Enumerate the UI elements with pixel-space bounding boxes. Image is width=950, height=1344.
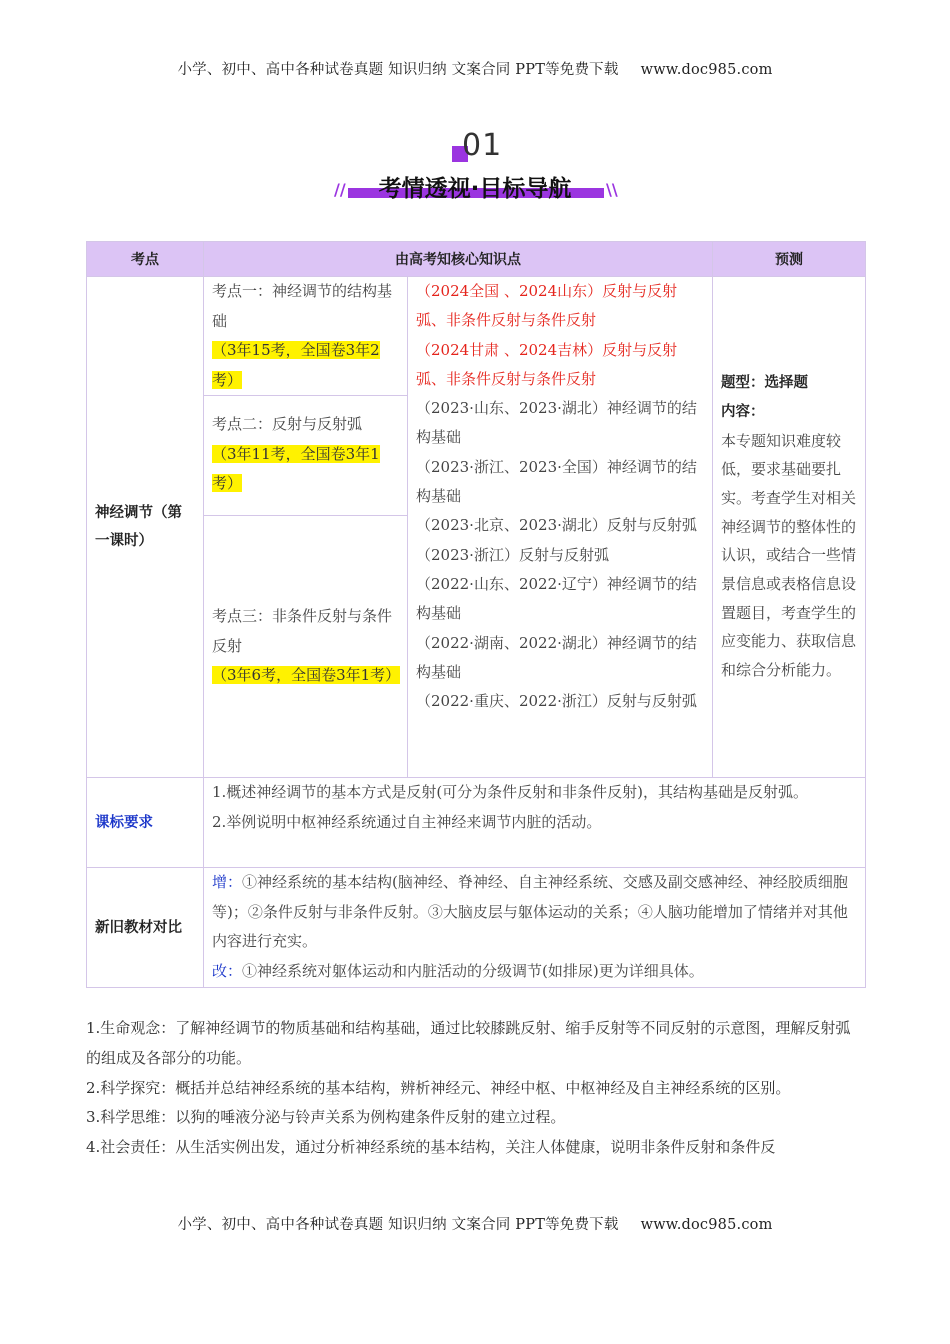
objective-item: 1.生命观念：了解神经调节的物质基础和结构基础，通过比较膝跳反射、缩手反射等不同反射的示意图，理解反射弧的组成及各部分的功能。 — [86, 1019, 851, 1067]
curriculum-line: 1.概述神经调节的基本方式是反射(可分为条件反射和非条件反射)，其结构基础是反射弧。 — [212, 783, 809, 801]
topic-cell: 神经调节（第一课时） — [87, 277, 204, 778]
table-row — [87, 778, 866, 868]
exam-item: （2022·重庆、2022·浙江）反射与反射弧 — [416, 692, 697, 711]
exam-item: （2024甘肃 、2024吉林）反射与反射弧、非条件反射与条件反射 — [416, 340, 678, 388]
point-name: 考点二：反射与反射弧 — [212, 415, 363, 433]
add-label: 增： — [212, 873, 243, 891]
add-text: ①神经系统的基本结构(脑神经、脊神经、自主神经系统、交感及副交感神经、神经胶质细胞等)；②条件反射与非条件反射。③大脑皮层与躯体运动的关系；④人脑功能增加了情绪并对其他内容进行充实。 — [212, 873, 848, 950]
slash-decoration-left: // — [334, 180, 346, 199]
prediction-content-label: 内容： — [721, 403, 765, 420]
table-row — [87, 868, 866, 988]
comparison-cell — [204, 868, 866, 988]
prediction-type: 题型：选择题 — [721, 375, 808, 392]
prediction-content: 本专题知识难度较低，要求基础要扎实。考查学生对相关神经调节的整体性的认识，或结合一些情景信息或表格信息设置题目，考查学生的应变能力、获取信息和综合分析能力。 — [721, 431, 857, 680]
header-prediction: 预测 — [713, 242, 866, 277]
point-stat-highlight: （3年6考，全国卷3年1考） — [212, 666, 401, 685]
header-url[interactable]: www.doc985.com — [640, 62, 773, 78]
exam-items-cell — [408, 277, 713, 778]
learning-objectives — [86, 1014, 865, 1163]
exam-item: （2023·山东、2023·湖北）神经调节的结构基础 — [416, 399, 697, 447]
objective-item: 4.社会责任：从生活实例出发，通过分析神经系统的基本结构，关注人体健康，说明非条件反射和条件反 — [86, 1138, 776, 1157]
curriculum-label: 课标要求 — [87, 778, 204, 868]
header-topic: 考点 — [87, 242, 204, 277]
exam-item: （2022·山东、2022·辽宁）神经调节的结构基础 — [416, 574, 697, 623]
section-number: 01 — [462, 128, 503, 163]
curriculum-cell — [204, 778, 866, 868]
exam-item: （2023·浙江）反射与反射弧 — [416, 545, 609, 564]
table-row — [87, 277, 866, 396]
point-cell-2 — [204, 396, 408, 516]
point-cell-1 — [204, 277, 408, 396]
comparison-change — [212, 957, 857, 987]
comparison-add — [212, 868, 857, 957]
point-name: 考点三：非条件反射与条件反射 — [212, 607, 393, 655]
footer-text: 小学、初中、高中各种试卷真题 知识归纳 文案合同 PPT等免费下载 — [177, 1217, 619, 1233]
section-heading — [0, 128, 950, 208]
change-label: 改： — [212, 961, 243, 980]
objective-item: 3.科学思维：以狗的唾液分泌与铃声关系为例构建条件反射的建立过程。 — [86, 1108, 566, 1127]
point-stat-highlight: （3年15考，全国卷3年2考） — [212, 341, 380, 389]
objective-item: 2.科学探究：概括并总结神经系统的基本结构，辨析神经元、神经中枢、中枢神经及自主神经系统的区别。 — [86, 1078, 791, 1097]
exam-item: （2023·浙江、2023·全国）神经调节的结构基础 — [416, 457, 697, 506]
change-text: ①神经系统对躯体运动和内脏活动的分级调节(如排尿)更为详细具体。 — [242, 961, 704, 980]
footer-url[interactable]: www.doc985.com — [640, 1217, 773, 1233]
comparison-label: 新旧教材对比 — [87, 868, 204, 988]
exam-item: （2024全国 、2024山东）反射与反射弧、非条件反射与条件反射 — [416, 282, 678, 330]
table-header-row — [87, 242, 866, 277]
page-header — [0, 58, 950, 79]
prediction-cell — [713, 277, 866, 778]
exam-overview-table — [86, 241, 866, 988]
section-title: 考情透视·目标导航 — [378, 176, 572, 202]
point-cell-3 — [204, 516, 408, 778]
point-stat-highlight: （3年11考，全国卷3年1考） — [212, 444, 380, 492]
exam-item: （2023·北京、2023·湖北）反射与反射弧 — [416, 516, 697, 535]
curriculum-line: 2.举例说明中枢神经系统通过自主神经来调节内脏的活动。 — [212, 812, 602, 831]
exam-item: （2022·湖南、2022·湖北）神经调节的结构基础 — [416, 633, 697, 681]
page-footer — [0, 1213, 950, 1234]
header-text: 小学、初中、高中各种试卷真题 知识归纳 文案合同 PPT等免费下载 — [177, 62, 619, 78]
header-knowledge: 由高考知核心知识点 — [204, 242, 713, 277]
point-name: 考点一：神经调节的结构基础 — [212, 282, 393, 330]
slash-decoration-right: \\ — [606, 180, 618, 199]
